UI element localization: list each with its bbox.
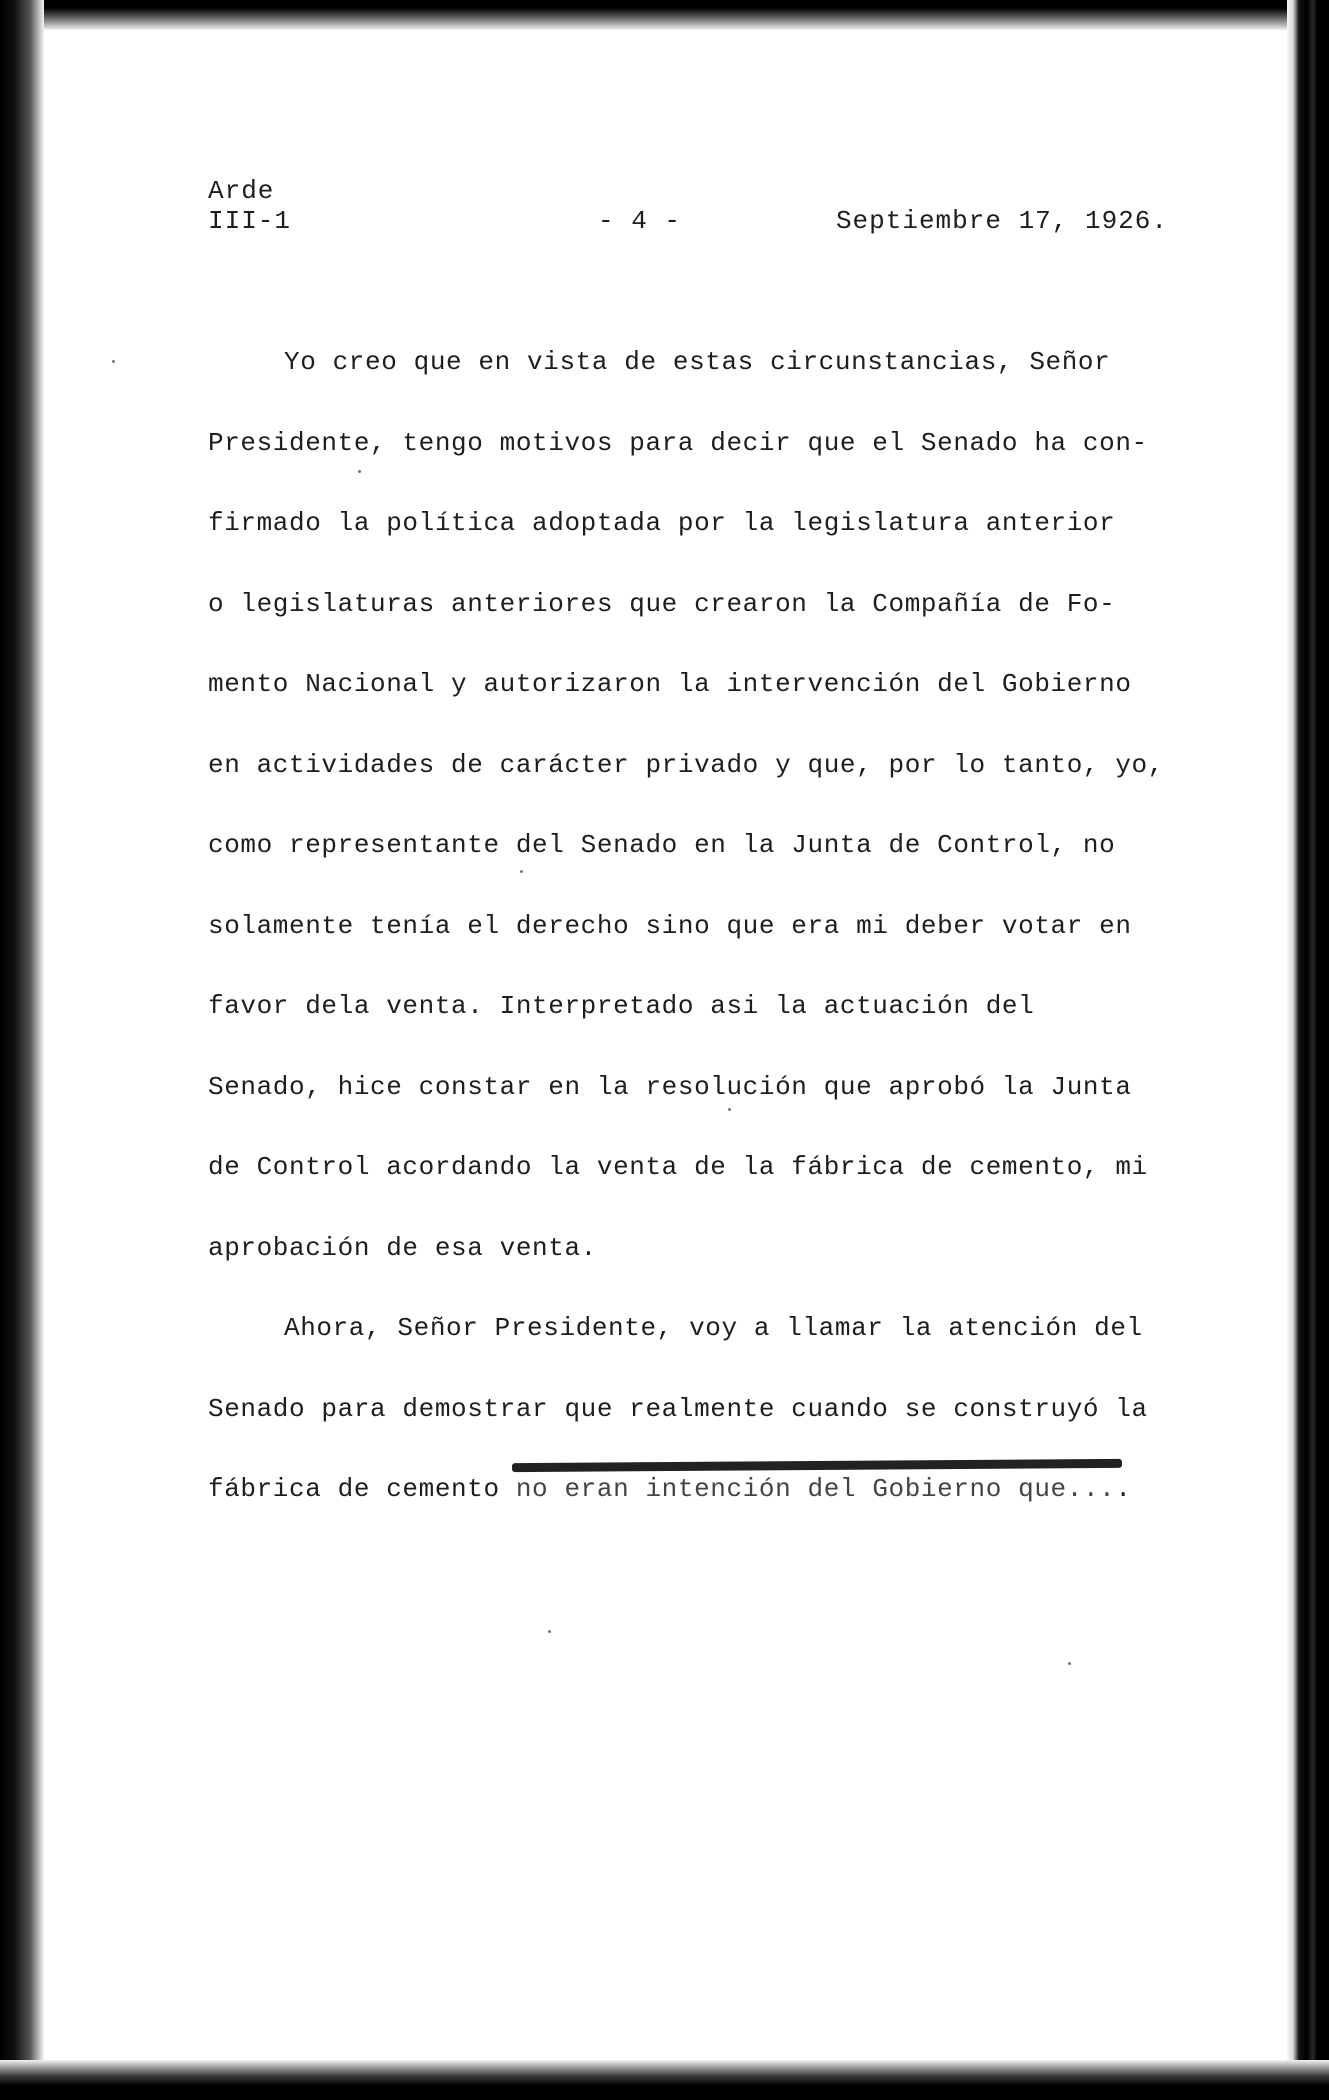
document-date: Septiembre 17, 1926.: [835, 206, 1168, 236]
scan-speck: [1068, 1662, 1071, 1665]
scan-edge-right: [1287, 0, 1329, 2100]
text-line: Presidente, tengo motivos para decir que el Senado ha con-: [208, 427, 1148, 458]
text-line: Senado, hice constar en la resolución que aprobó la Junta: [208, 1071, 1132, 1102]
struck-through-text: no eran intención del Gobierno que...: [516, 1449, 1116, 1530]
reference-code: [208, 176, 291, 236]
reference-line-1: Arde: [208, 176, 275, 206]
scan-speck: [358, 470, 361, 473]
page-header: [208, 176, 1168, 266]
text-line: como representante del Senado en la Junta de Control, no: [208, 830, 1116, 860]
page-number: - 4 -: [598, 206, 682, 236]
text-line: aprobación de esa venta.: [208, 1232, 597, 1263]
scan-speck: [112, 360, 115, 363]
scan-speck: [520, 870, 523, 873]
scan-edge-top: [0, 0, 1329, 30]
reference-line-2: III-1: [208, 206, 292, 236]
text-line: de Control acordando la venta de la fábrica de cemento, mi: [208, 1152, 1148, 1182]
scan-speck: [548, 1630, 551, 1633]
text-line: firmado la política adoptada por la legislatura anterior: [208, 508, 1116, 538]
scan-edge-bottom: [0, 2060, 1329, 2100]
text-line: Yo creo que en vista de estas circunstancias, Señor: [284, 347, 1111, 377]
final-period: .: [1115, 1474, 1132, 1504]
text-line: Senado para demostrar que realmente cuando se construyó la: [208, 1393, 1148, 1424]
text-line-final: [208, 1449, 1168, 1530]
text-line: o legislaturas anteriores que crearon la Compañía de Fo-: [208, 588, 1116, 619]
text-line: en actividades de carácter privado y que, por lo tanto, yo,: [208, 749, 1164, 780]
scan-speck: [728, 1108, 731, 1111]
final-line-text: fábrica de cemento: [208, 1474, 500, 1504]
scan-edge-left: [0, 0, 44, 2100]
text-line: favor dela venta. Interpretado asi la actuación del: [208, 991, 1035, 1021]
text-line: solamente tenía el derecho sino que era mi deber votar en: [208, 910, 1132, 941]
text-line: Ahora, Señor Presidente, voy a llamar la atención del: [284, 1313, 1143, 1343]
document-body: [208, 322, 1168, 1530]
text-line: mento Nacional y autorizaron la intervención del Gobierno: [208, 669, 1132, 699]
